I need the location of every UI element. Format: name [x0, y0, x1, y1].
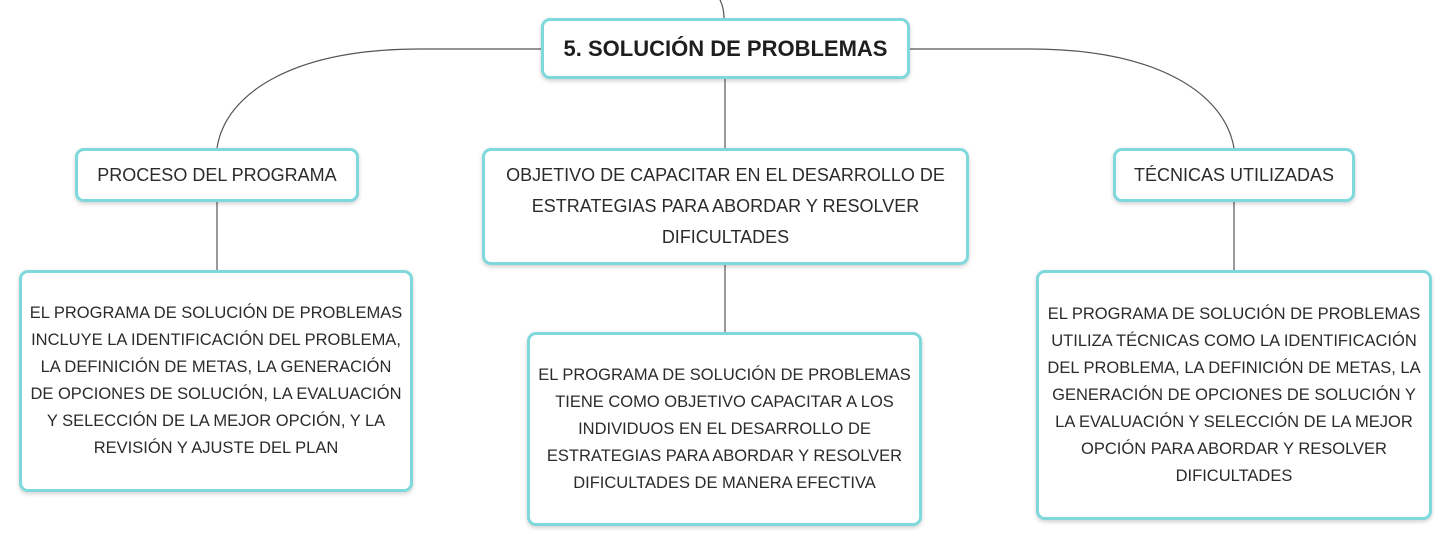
branch-label-proceso: PROCESO DEL PROGRAMA — [97, 164, 337, 185]
branch-node-objetivo[interactable] — [482, 148, 969, 265]
detail-node-tecnicas[interactable] — [1036, 270, 1432, 520]
root-label: 5. SOLUCIÓN DE PROBLEMAS — [563, 35, 888, 61]
branch-label-objetivo: OBJETIVO DE CAPACITAR EN EL DESARROLLO DE ESTRATEGIAS PARA ABORDAR Y RESOLVER DIFICULTADES — [506, 165, 945, 247]
detail-node-proceso[interactable] — [19, 270, 413, 492]
branch-node-tecnicas[interactable] — [1113, 148, 1355, 202]
branch-node-proceso[interactable] — [75, 148, 359, 202]
connector-root-to-proceso — [217, 49, 541, 148]
root-node[interactable] — [541, 18, 910, 79]
detail-text-tecnicas: EL PROGRAMA DE SOLUCIÓN DE PROBLEMAS UTILIZA TÉCNICAS COMO LA IDENTIFICACIÓN DEL PROBLEMA, LA DEFINICIÓN DE METAS, LA GENERACIÓN DE OPCIONES DE SOLUCIÓN Y LA EVALUACIÓN Y SELECCIÓN DE LA MEJOR OPCIÓN PARA ABORDAR Y RESOLVER DIFICULTADES — [1047, 304, 1421, 485]
connector-parent-to-root — [720, 0, 724, 18]
connector-root-to-tecnicas — [910, 49, 1234, 148]
detail-node-objetivo[interactable] — [527, 332, 922, 526]
detail-text-objetivo: EL PROGRAMA DE SOLUCIÓN DE PROBLEMAS TIENE COMO OBJETIVO CAPACITAR A LOS INDIVIDUOS EN EL DESARROLLO DE ESTRATEGIAS PARA ABORDAR Y RESOLVER DIFICULTADES DE MANERA EFECTIVA — [538, 365, 911, 492]
detail-text-proceso: EL PROGRAMA DE SOLUCIÓN DE PROBLEMAS INCLUYE LA IDENTIFICACIÓN DEL PROBLEMA, LA DEFINICIÓN DE METAS, LA GENERACIÓN DE OPCIONES DE SOLUCIÓN, LA EVALUACIÓN Y SELECCIÓN DE LA MEJOR OPCIÓN, Y LA REVISIÓN Y AJUSTE DEL PLAN — [29, 304, 403, 457]
branch-label-tecnicas: TÉCNICAS UTILIZADAS — [1133, 164, 1335, 185]
